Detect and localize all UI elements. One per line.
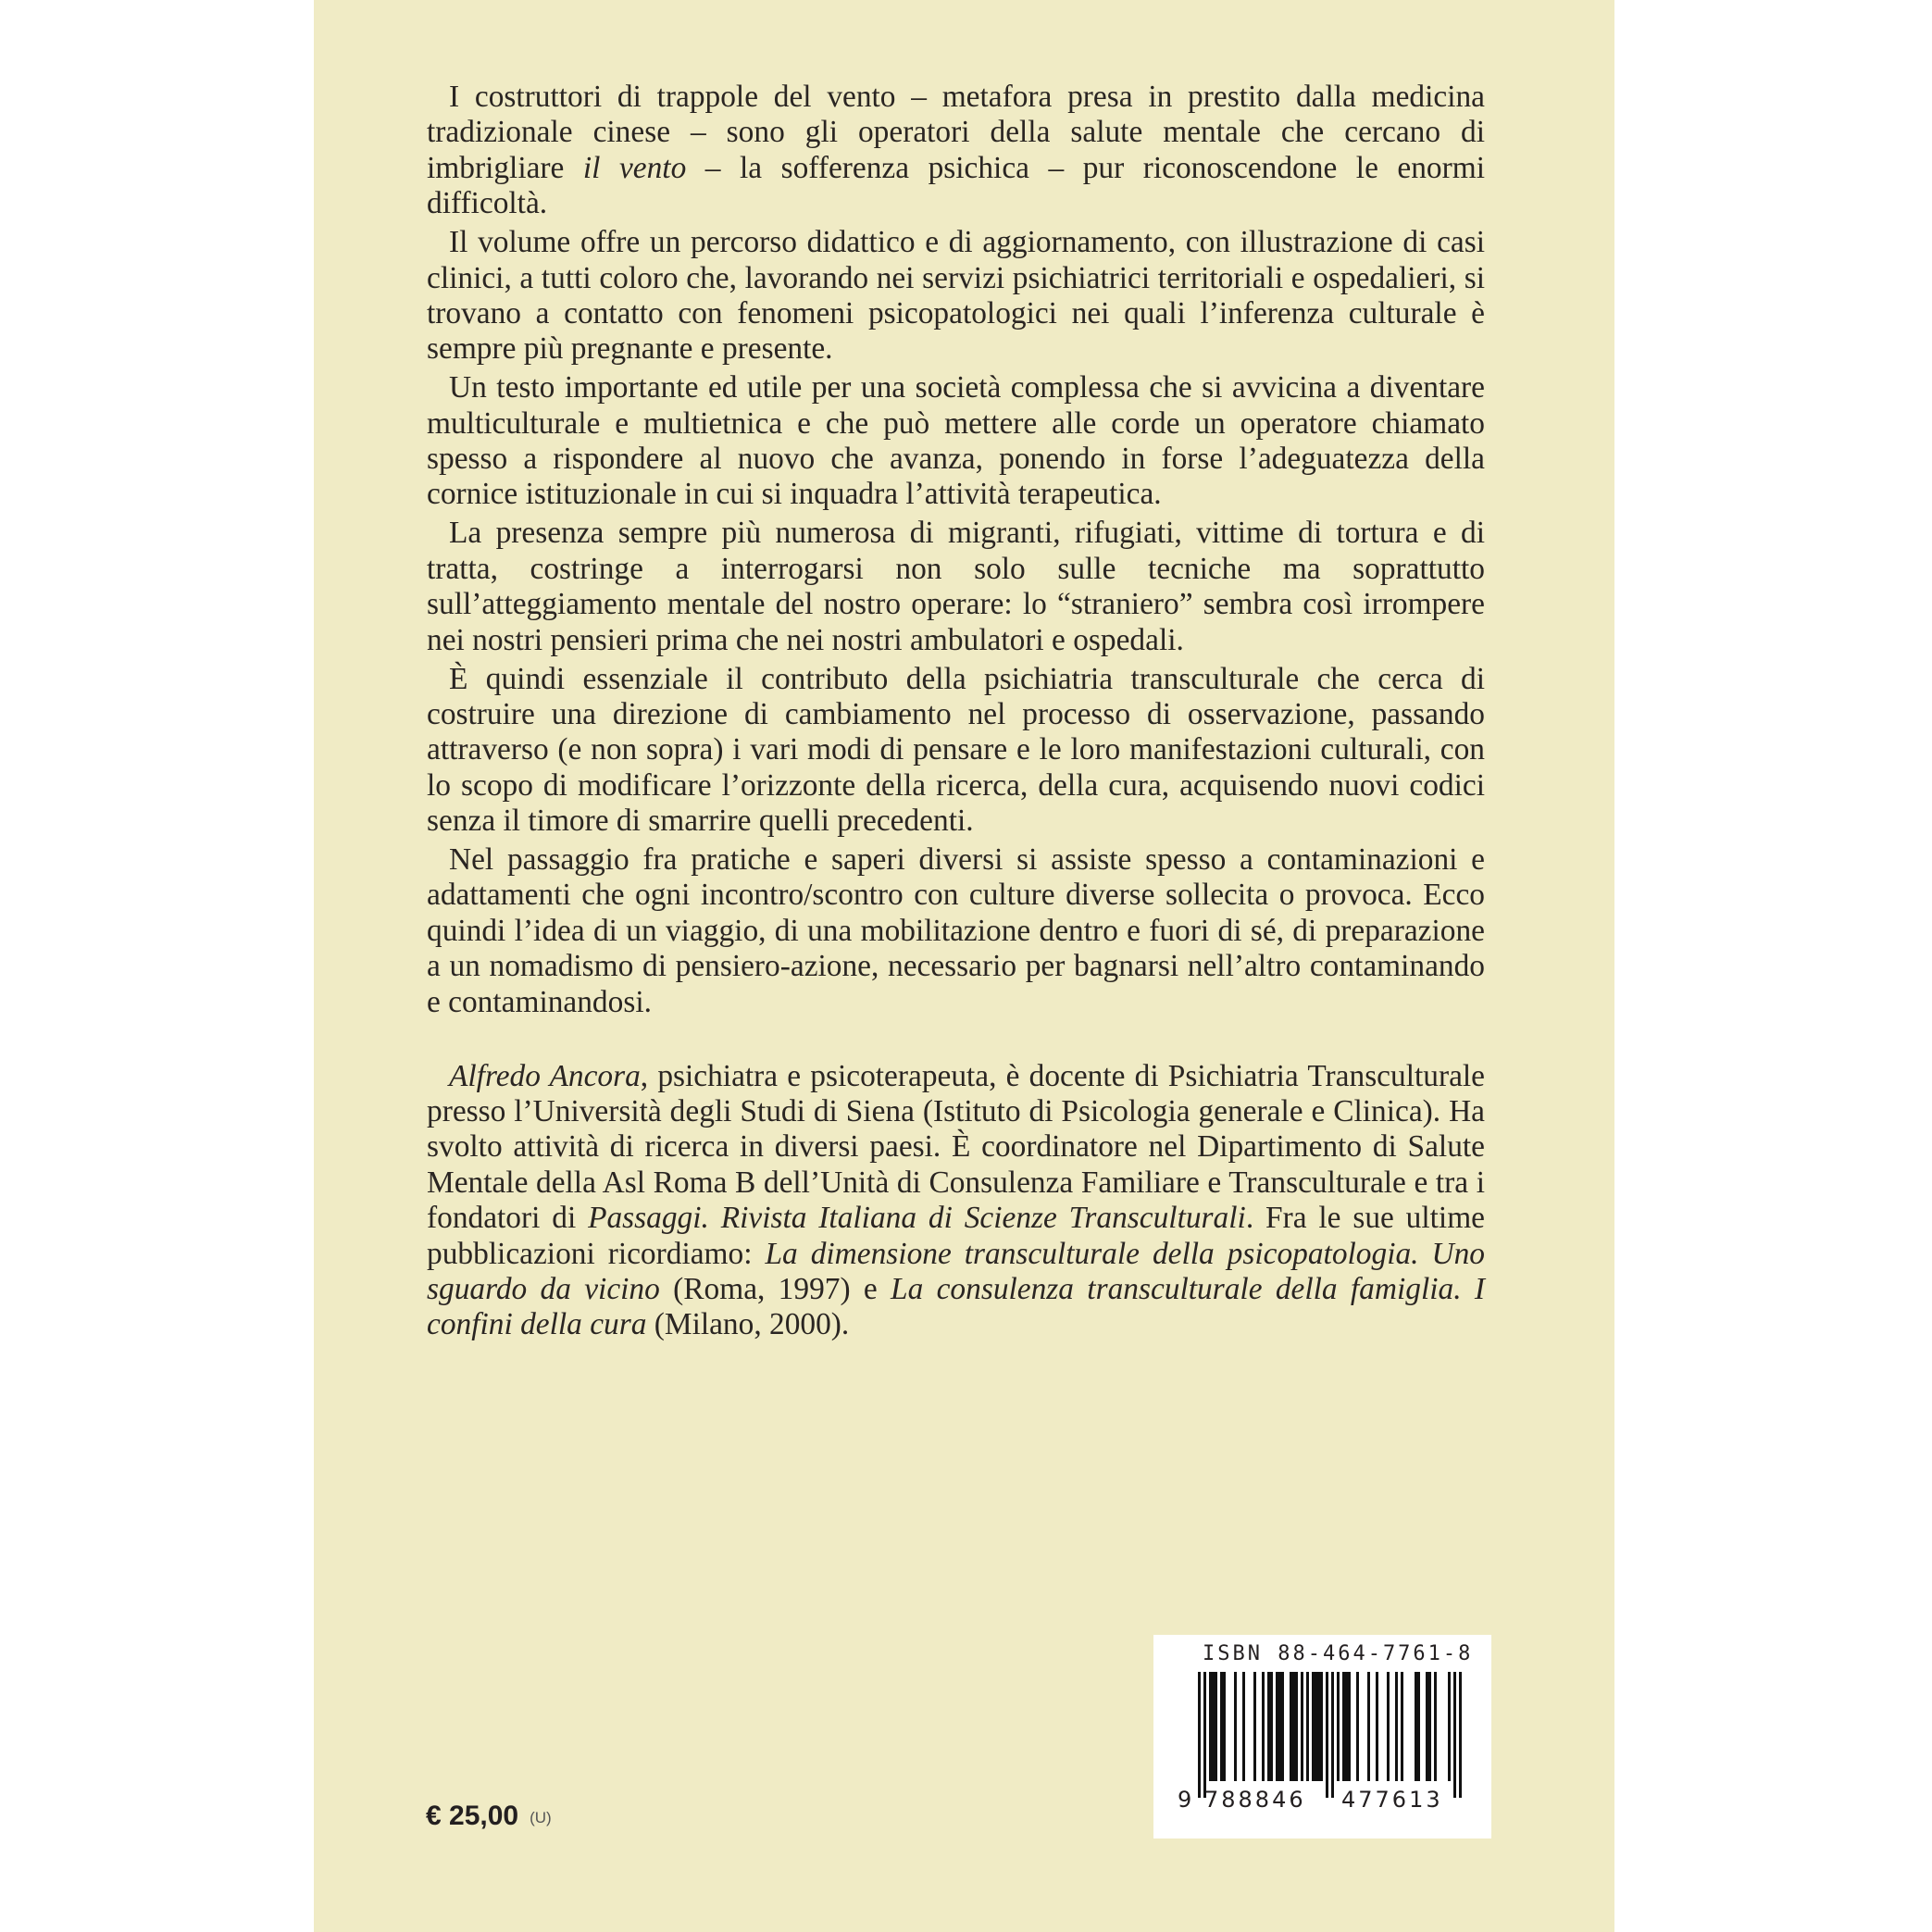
barcode-bar-18 — [1295, 1672, 1298, 1781]
paragraph-5: È quindi essenziale il contributo della psichiatria transculturale che cerca di costruire una direzione di cambiamento nel processo di osservazione, passando attraverso (e non sopra) i vari modi di pensare e le loro manifestazioni culturali, con lo scopo di modificare l’orizzonte della ricerca, della cura, acquisendo nuovi codici senza il timore di smarrire quelli precedenti. — [427, 661, 1485, 839]
blurb-text — [427, 80, 1485, 1343]
barcode-bar-6 — [1223, 1672, 1226, 1781]
barcode-bar-10 — [1262, 1672, 1265, 1781]
ean-right-digits: 477613 — [1341, 1787, 1443, 1813]
book-title-1: La dimensione transculturale della psicopatologia. Uno sguardo da vicino — [427, 1236, 1485, 1306]
barcode-bar-16 — [1290, 1672, 1292, 1781]
barcode-bar-27 — [1337, 1672, 1340, 1781]
barcode-bar-33 — [1376, 1672, 1378, 1781]
barcode-bar-13 — [1276, 1672, 1278, 1781]
section-gap — [427, 1024, 1485, 1059]
barcode-bar-31 — [1356, 1672, 1359, 1781]
author-name: Alfredo Ancora — [449, 1058, 641, 1093]
barcode-bar-0 — [1198, 1672, 1201, 1798]
book-back-cover — [314, 0, 1614, 1932]
book-title-2: La consulenza transculturale della famiglia. I confini della cura — [427, 1272, 1485, 1342]
barcode-bar-23 — [1317, 1672, 1320, 1781]
barcode-bar-24 — [1320, 1672, 1323, 1781]
barcode-bar-34 — [1387, 1672, 1390, 1781]
barcode-bar-26 — [1331, 1672, 1334, 1798]
barcode-bar-9 — [1253, 1672, 1256, 1781]
journal-title: Passaggi. Rivista Italiana di Scienze Transculturali — [588, 1201, 1246, 1236]
paragraph-2: Il volume offre un percorso didattico e di aggiornamento, con illustrazione di casi clinici, a tutti coloro che, lavorando nei servizi psichiatrici territoriali e ospedalieri, si trovano a contatto con fenomeni psicopatologici nei quali l’inferenza culturale è sempre più pregnante e presente. — [427, 225, 1485, 367]
barcode-bar-43 — [1453, 1672, 1456, 1798]
price-label — [426, 1801, 552, 1832]
barcode-bar-21 — [1312, 1672, 1315, 1781]
barcode-bar-5 — [1220, 1672, 1223, 1781]
barcode-bar-28 — [1342, 1672, 1345, 1781]
paragraph-4: La presenza sempre più numerosa di migranti, rifugiati, vittime di tortura e di tratta, costringe a interrogarsi non solo sulle tecniche ma soprattutto sull’atteggiamento mentale del nostro operare: lo “straniero” sembra così irrompere nei nostri pensieri prima che nei nostri ambulatori e ospedali. — [427, 516, 1485, 657]
barcode-bar-3 — [1212, 1672, 1215, 1781]
barcode-bar-25 — [1326, 1672, 1328, 1798]
barcode-bar-36 — [1401, 1672, 1403, 1781]
barcode-bar-22 — [1315, 1672, 1317, 1781]
paragraph-1: I costruttori di trappole del vento – metafora presa in prestito dalla medicina tradizionale cinese – sono gli operatori della salute mentale che cercano di imbrigliare il vento – la sofferenza psichica – pur riconoscendone le enormi difficoltà. — [427, 80, 1485, 221]
barcode-bar-41 — [1434, 1672, 1437, 1781]
paragraph-6: Nel passaggio fra pratiche e saperi diversi si assiste spesso a contaminazioni e adattamenti che ogni incontro/scontro con culture diverse sollecita o provoca. Ecco quindi l’idea di un viaggio, di una mobilitazione dentro e fuori di sé, di preparazione a un nomadismo di pensiero-azione, necessario per bagnarsi nell’altro contaminando e contaminandosi. — [427, 842, 1485, 1019]
barcode-bar-2 — [1209, 1672, 1212, 1781]
barcode-bar-19 — [1301, 1672, 1303, 1781]
barcode-bar-37 — [1415, 1672, 1417, 1781]
barcode-bar-15 — [1281, 1672, 1284, 1781]
ean-left-digits: 788846 — [1204, 1787, 1306, 1813]
barcode-bar-35 — [1395, 1672, 1398, 1781]
price-mark: (U) — [530, 1809, 552, 1826]
barcode-bar-39 — [1426, 1672, 1428, 1781]
isbn-text: ISBN 88-464-7761-8 — [1203, 1642, 1474, 1665]
barcode-bar-44 — [1459, 1672, 1462, 1798]
paragraph-3: Un testo importante ed utile per una società complessa che si avvicina a diventare multiculturale e multietnica e che può mettere alle corde un operatore chiamato spesso a rispondere al nuovo che avanza, ponendo in forse l’adeguatezza della cornice istituzionale in cui si inquadra l’attività terapeutica. — [427, 370, 1485, 512]
barcode-bar-32 — [1367, 1672, 1370, 1781]
barcode-bar-20 — [1306, 1672, 1309, 1781]
price-value: € 25,00 — [426, 1801, 519, 1831]
barcode-bar-17 — [1292, 1672, 1295, 1781]
barcode-bar-38 — [1417, 1672, 1420, 1781]
barcode-bar-11 — [1267, 1672, 1270, 1781]
barcode-bar-7 — [1234, 1672, 1237, 1781]
barcode-bar-12 — [1270, 1672, 1273, 1781]
author-bio: Alfredo Ancora, psichiatra e psicoterapeuta, è docente di Psichiatria Transculturale presso l’Università degli Studi di Siena (Istituto di Psicologia generale e Clinica). Ha svolto attività di ricerca in diversi paesi. È coordinatore nel Dipartimento di Salute Mentale della Asl Roma B dell’Unità di Consulenza Familiare e Transculturale e tra i fondatori di Passaggi. Rivista Italiana di Scienze Transculturali. Fra le sue ultime pubblicazioni ricordiamo: La dimensione transculturale della psicopatologia. Uno sguardo da vicino (Roma, 1997) e La consulenza transculturale della famiglia. I confini della cura (Milano, 2000). — [427, 1058, 1485, 1342]
barcode-bar-42 — [1448, 1672, 1451, 1781]
ean-first-digit: 9 — [1178, 1787, 1195, 1813]
barcode-bar-8 — [1242, 1672, 1245, 1781]
barcode-bar-4 — [1215, 1672, 1217, 1781]
barcode-label — [1153, 1635, 1491, 1839]
barcode-bar-14 — [1278, 1672, 1281, 1781]
barcode-bar-30 — [1348, 1672, 1351, 1781]
barcode-bar-29 — [1345, 1672, 1348, 1781]
barcode-bar-40 — [1428, 1672, 1431, 1781]
barcode-bar-1 — [1203, 1672, 1206, 1798]
